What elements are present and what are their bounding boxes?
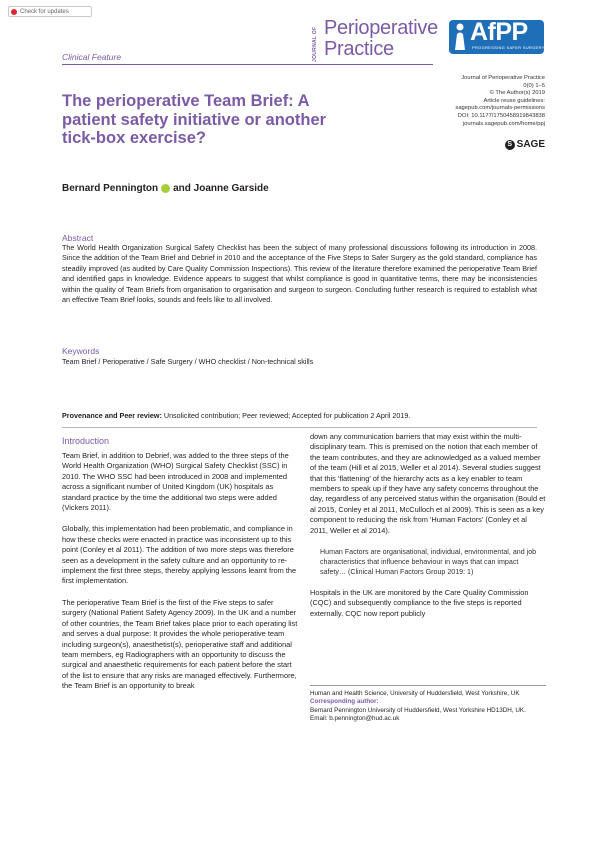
body-paragraph: Hospitals in the UK are monitored by the Care Quality Commission (CQC) and subsequently compliance to the five steps is reported externally. CQC now report publicly: [310, 588, 529, 618]
author-1[interactable]: Bernard Pennington: [62, 183, 159, 194]
meta-copyright: © The Author(s) 2019: [489, 90, 545, 97]
corresponding-author-label: Corresponding author:: [310, 698, 379, 706]
abstract-heading: Abstract: [62, 233, 94, 243]
orcid-icon[interactable]: [161, 184, 170, 193]
journal-name-line1: Perioperative: [324, 17, 438, 39]
body-paragraph: The perioperative Team Brief is the first of the Five steps to safer surgery (National Patient Safety Agency 2009). In the UK and a number of other countries, the Team Brief takes place prior to each operating list and serves a dual purpose: It provides the whole perioperative team including surgeon(s), anaesthetist(s), perioperative staff and additional team members, eg Radiographers with an opportunity to discuss the surgical and anaesthetic requirements for each patient before the start of the list to ensure that any risks are managed effectively. Furthermore, the Team Brief is an opportunity to break: [62, 597, 298, 691]
body-right-column: [310, 432, 546, 630]
sage-icon: S: [505, 140, 515, 150]
body-paragraph: Globally, this implementation had been problematic, and compliance in how these checks were enacted in practice was inconsistent up to this point (Conley et al 2011). The addition of two more steps was therefore seen as a development in the safety culture and an opportunity to re-implement the first three steps, thereby applying lessons learnt from the first implementation.: [62, 524, 297, 586]
check-updates-label: Check for updates: [20, 8, 69, 15]
introduction-heading: Introduction: [62, 436, 110, 446]
journal-prefix: JOURNAL OF: [312, 26, 318, 62]
block-quote: Human Factors are organisational, individual, environmental, and job characteristics that influence behaviour in ways that can impact safety… (Clinical Human Factors Group 2019: 1): [320, 548, 537, 577]
afpp-tagline: PROGRESSING SAFER SURGERY: [472, 45, 545, 50]
provenance-divider: [62, 427, 537, 428]
provenance-text: Unsolicited contribution; Peer reviewed; Accepted for publication 2 April 2019.: [161, 411, 411, 420]
affiliation-divider: [310, 685, 546, 686]
keywords-text: Team Brief / Perioperative / Safe Surgery / WHO checklist / Non-technical skills: [62, 357, 314, 366]
sage-text: SAGE: [516, 139, 545, 150]
check-updates-icon: [11, 9, 17, 15]
provenance-label: Provenance and Peer review:: [62, 411, 162, 420]
section-divider: [62, 64, 433, 65]
article-title: The perioperative Team Brief: A patient safety initiative or another tick-box exercise?: [62, 92, 327, 147]
check-for-updates-badge[interactable]: [8, 6, 92, 17]
journal-name-line2: Practice: [324, 38, 394, 60]
affiliation-block: [310, 690, 546, 724]
meta-doi[interactable]: DOI: 10.1177/1750458919843838: [457, 112, 545, 119]
section-label: Clinical Feature: [62, 52, 122, 62]
author-2[interactable]: and Joanne Garside: [173, 183, 269, 194]
authors: [62, 183, 269, 194]
body-paragraph: Team Brief, in addition to Debrief, was added to the three steps of the World Health Organization (WHO) Surgical Safety Checklist (SSC) in 2010. The WHO SSC had been introduced in 2008 and implemented across a significant number of United Kingdom (UK) hospitals as standard practice by the time the additional two steps were added (Vickers 2011).: [62, 451, 289, 513]
keywords-heading: Keywords: [62, 346, 100, 356]
afpp-figure-icon: [452, 22, 468, 52]
article-meta: [455, 75, 545, 128]
corresponding-author-address: Bernard Pennington University of Huddersfield, West Yorkshire HD13DH, UK.: [310, 706, 526, 714]
afpp-logo-text: AfPP: [470, 18, 528, 46]
sage-logo: [505, 139, 545, 150]
corresponding-author-email[interactable]: Email: b.pennington@hud.ac.uk: [310, 715, 400, 723]
meta-volume: 0(0) 1–5: [523, 82, 545, 89]
abstract-text: The World Health Organization Surgical Safety Checklist has been the subject of many professional discussions following its introduction in 2008. Since the addition of the Team Brief and Debrief in 2010 and the acceptance of the Five Steps to Safer Surgery as the gold standard, compliance has steadily improved (as audited by Care Quality Commission Inspections). This review of the literature therefore examined the perioperative Team Brief and identified gaps in knowledge. Evidence appears to suggest that whilst compliance is good in quantitative terms, there may be inconsistencies within the quality of Team Briefs from organisation to organisation and surgeon to surgeon. Concluding further research is required to establish what an effective Team Brief looks, sounds and feels like to all involved.: [62, 243, 537, 305]
meta-permissions-link[interactable]: sagepub.com/journals-permissions: [455, 105, 545, 112]
meta-journal-link[interactable]: journals.sagepub.com/home/ppj: [462, 120, 545, 127]
meta-journal: Journal of Perioperative Practice: [461, 75, 545, 81]
body-paragraph: down any communication barriers that may exist within the multi-disciplinary team. This is premised on the notion that each member of the team contributes, and they are acknowledged as a valued member of the team (Hill et al 2015, Weller et al 2014). Several studies suggest that this 'flattening' of the hierarchy acts as a key enabler to team members to speak up if they have any safety concerns throughout the day, regardless of any perceived status within the organisation (Bould et al 2015, Conley et al 2011, McCulloch et al 2009). This is seen as a key component to reducing the risk from 'Human Factors' (Conley et al 2011, Weller et al 2014).: [310, 432, 546, 535]
body-left-column: [62, 451, 298, 703]
meta-reuse: Article reuse guidelines:: [483, 97, 545, 104]
affiliation-institution: Human and Health Science, University of Huddersfield, West Yorkshire, UK: [310, 690, 520, 697]
provenance: [62, 411, 410, 420]
